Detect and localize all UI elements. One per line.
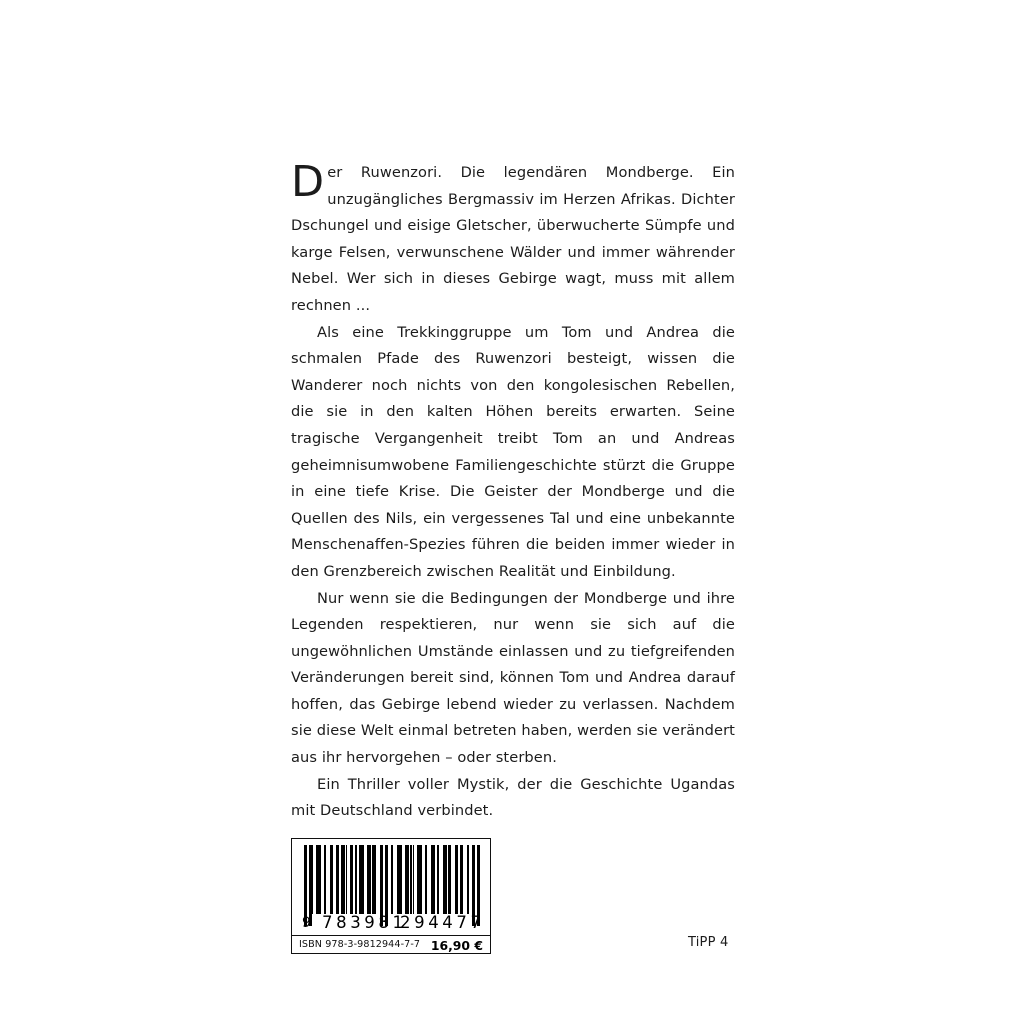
- barcode-digit-group-2: 294477: [400, 913, 485, 932]
- barcode-lead-digit: 9: [302, 915, 311, 931]
- isbn-text: ISBN 978-3-9812944-7-7: [299, 939, 421, 950]
- blurb-paragraph-1-text: er Ruwenzori. Die legendären Mondberge. Ein unzugängliches Bergmassiv im Herzen Afrikas. Dichter Dschungel und eisige Gletscher, überwucherte Sümpfe und karge Felsen, verwunschene Wälder und immer währender Nebel. Wer sich in dieses Gebirge wagt, muss mit allem rechnen ...: [291, 164, 735, 314]
- price-text: 16,90 €: [430, 938, 483, 953]
- drop-cap: D: [291, 157, 325, 207]
- blurb-paragraph-1: [291, 157, 735, 320]
- blurb-text-block: [291, 157, 735, 825]
- barcode-block: [291, 838, 491, 954]
- blurb-paragraph-4: Ein Thriller voller Mystik, der die Geschichte Ugandas mit Deutschland verbindet.: [291, 775, 735, 820]
- barcode-footer: [292, 935, 490, 954]
- barcode-digits: [302, 913, 484, 933]
- barcode-bars: [304, 845, 480, 914]
- blurb-paragraph-2: Als eine Trekkinggruppe um Tom und Andrea die schmalen Pfade des Ruwenzori besteigt, wissen die Wanderer noch nichts von den kongolesischen Rebellen, die sie in den kalten Höhen bereits erwarten. Seine tragische Vergangenheit treibt Tom an und Andreas geheimnisumwobene Familiengeschichte stürzt die Gruppe in eine tiefe Krise. Die Geister der Mondberge und die Quellen des Nils, ein vergessenes Tal und eine unbekannte Menschenaffen-Spezies führen die beiden immer wieder in den Grenzbereich zwischen Realität und Einbildung.: [291, 323, 735, 580]
- blurb-paragraph-3: Nur wenn sie die Bedingungen der Mondberge und ihre Legenden respektieren, nur wenn sie sich auf die ungewöhnlichen Umstände einlassen und zu tiefgreifenden Veränderungen bereit sind, können Tom und Andrea darauf hoffen, das Gebirge lebend wieder zu verlassen. Nachdem sie diese Welt einmal betreten haben, werden sie verändert aus ihr hervorgehen – oder sterben.: [291, 589, 735, 767]
- publisher-imprint: TiPP 4: [688, 935, 729, 950]
- barcode-digit-group-1: 783981: [322, 913, 407, 932]
